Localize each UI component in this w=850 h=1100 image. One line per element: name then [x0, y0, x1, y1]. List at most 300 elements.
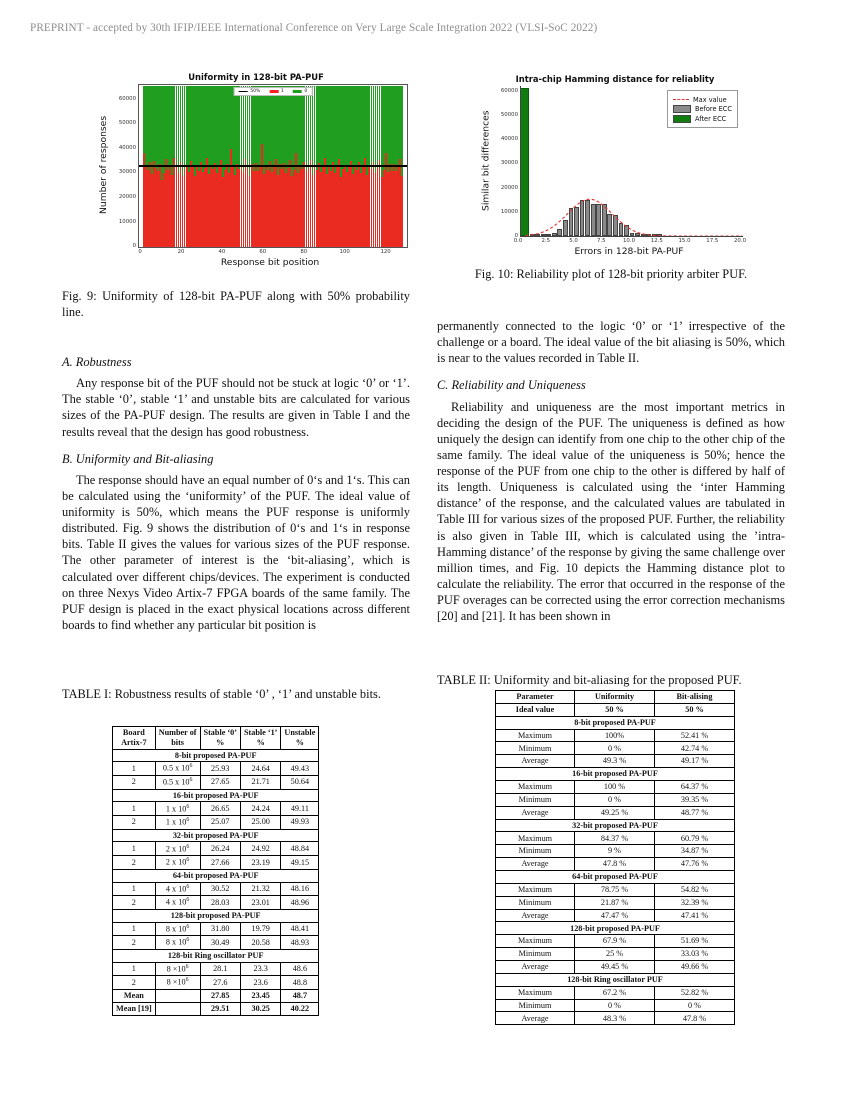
- cell-uniformity: 21.87 %: [575, 896, 655, 909]
- x-tick-label: 17.5: [706, 238, 719, 244]
- cell-board: 1: [113, 842, 156, 856]
- x-tick-label: 2.5: [541, 238, 551, 244]
- bar-before-ecc: [596, 204, 601, 236]
- cell-unstable: 48.8: [281, 976, 319, 990]
- table-group-row: [496, 768, 735, 781]
- bar-before-ecc: [580, 200, 585, 236]
- table-group-row: [113, 749, 319, 762]
- table-2-head: [496, 691, 735, 704]
- cell-bit-aliasing: 47.8 %: [655, 1012, 735, 1025]
- legend-swatch: [293, 90, 302, 93]
- th-stable-0: Stable ‘0’ %: [200, 727, 240, 750]
- cell-bit-aliasing: 54.82 %: [655, 883, 735, 896]
- x-tick-label: 5.0: [569, 238, 578, 244]
- y-tick-label: 60000: [118, 95, 136, 102]
- cell-unstable: 48.84: [281, 842, 319, 856]
- table-row: [113, 976, 319, 990]
- cell-parameter: Average: [496, 961, 575, 974]
- cell-unstable: 49.11: [281, 802, 319, 816]
- preprint-banner: PREPRINT - accepted by 30th IFIP/IEEE International Conference on Very Large Scale Integration 2022 (VLSI-SoC 2022): [30, 22, 598, 34]
- table-row: [113, 962, 319, 976]
- cell-stable-0: 26.65: [200, 802, 240, 816]
- section-c-heading: C. Reliability and Uniqueness: [437, 378, 586, 393]
- figure-9-yticks: [110, 84, 138, 249]
- bar-before-ecc: [591, 204, 596, 236]
- cell-bits: 8 x $10^6$: [155, 922, 200, 936]
- table-group-label: 8-bit proposed PA-PUF: [496, 716, 735, 729]
- cell-stable-1: 21.71: [240, 775, 280, 789]
- figure-10-caption: Fig. 10: Reliability plot of 128-bit priority arbiter PUF.: [474, 267, 748, 281]
- cell-bit-aliasing: 64.37 %: [655, 781, 735, 794]
- cell-unstable: 50.64: [281, 775, 319, 789]
- table-row: [496, 755, 735, 768]
- cell-parameter: Maximum: [496, 729, 575, 742]
- table-group-label: 128-bit proposed PA-PUF: [496, 922, 735, 935]
- cell-parameter: Average: [496, 1012, 575, 1025]
- bar-before-ecc: [641, 234, 646, 236]
- x-tick-label: 20: [177, 249, 185, 255]
- section-c-paragraph: Reliability and uniqueness are the most important metrics in deciding the design of the PUF. The uniqueness is defined as how uniquely the design can identify from one chip to the other chip of the same family. The ideal value of the uniqueness is 50%; hence the response of the PUF from one chip to the other is differed by half of its length. Uniqueness is calculated using the ‘inter Hamming distance’ of the response, and the calculated values are tabulated in Table III for various sizes of the proposed PUF. Further, the reliability is also given in Table III, which is calculated using the ’intra-Hamming distance’ of the response by giving the same challenge over million times, and Fig. 10 depicts the Hamming distance plot to calculate the reliability. The error that occurred in the response of the PUF overages can be corrected using the error correction mechanisms [20] and [21]. It has been shown in: [437, 399, 785, 624]
- cell-board: 2: [113, 896, 156, 910]
- cell-uniformity: 78.75 %: [575, 883, 655, 896]
- cell-bit-aliasing: 47.76 %: [655, 858, 735, 871]
- bar-before-ecc: [546, 234, 551, 236]
- table-row: [113, 842, 319, 856]
- bar-before-ecc: [557, 229, 562, 237]
- cell-stable-0: 25.93: [200, 762, 240, 776]
- y-tick-label: 40000: [500, 136, 518, 143]
- cell-stable-1: 24.24: [240, 802, 280, 816]
- cell-stable-0: 27.85: [200, 989, 240, 1002]
- x-tick-label: 15.0: [678, 238, 691, 244]
- cell-bits: 2 x $10^6$: [155, 842, 200, 856]
- figure-9-title: Uniformity in 128-bit PA-PUF: [188, 72, 324, 82]
- cell-unstable: 49.93: [281, 816, 319, 830]
- cell-bit-aliasing: 52.41 %: [655, 729, 735, 742]
- cell-uniformity: 49.25 %: [575, 806, 655, 819]
- table-group-row: [496, 716, 735, 729]
- cell-stable-1: 24.92: [240, 842, 280, 856]
- table-group-row: [496, 819, 735, 832]
- cell-parameter: Maximum: [496, 986, 575, 999]
- table-group-row: [113, 869, 319, 882]
- figure-10-title: Intra-chip Hamming distance for reliablity: [515, 74, 715, 84]
- x-tick-label: 80: [300, 249, 308, 255]
- section-b-paragraph: The response should have an equal number of 0‘s and 1‘s. This can be calculated using the ‘uniformity’ of the PUF. The ideal value of uniformity is 50%, which means the PUF response is uniformly distributed. Fig. 9 shows the distribution of 0‘s and 1‘s in response bits. Table II gives the values for various sizes of the PUF response. The other parameter of interest is the ‘bit-aliasing’, which is calculated over different chips/devices. The experiment is conducted on three Nexys Video Artix-7 FPGA boards of the same family. The PUF design is placed in the exact physical locations across different boards to find whether any particular bit position is: [62, 472, 410, 632]
- cell-uniformity: 67.2 %: [575, 986, 655, 999]
- table-1: [112, 726, 319, 1016]
- y-tick-label: 30000: [500, 160, 518, 167]
- figure-10-plot: [480, 74, 750, 257]
- cell-stable-0: 25.07: [200, 816, 240, 830]
- cell-parameter: Minimum: [496, 845, 575, 858]
- table-2: [495, 690, 735, 1025]
- cell-board: 1: [113, 882, 156, 896]
- table-row: [496, 999, 735, 1012]
- cell-bits: $8 \times 10^6$: [155, 976, 200, 990]
- legend-item: [293, 89, 307, 94]
- table-ideal-row: [496, 703, 735, 716]
- cell-bits: 0.5 x $10^6$: [155, 762, 200, 776]
- th-uniformity: Uniformity: [575, 691, 655, 704]
- table-summary-row: [113, 1002, 319, 1015]
- cell-parameter: Maximum: [496, 935, 575, 948]
- section-a-heading: A. Robustness: [62, 355, 132, 369]
- bar-before-ecc: [530, 234, 535, 236]
- table-row: [496, 1012, 735, 1025]
- y-tick-label: 50000: [500, 112, 518, 118]
- bar-before-ecc: [657, 234, 662, 236]
- x-tick-label: 12.5: [650, 238, 663, 244]
- x-tick-label: 60: [259, 249, 267, 255]
- table-1-caption: TABLE I: Robustness results of stable ‘0’ , ‘1’ and unstable bits.: [62, 687, 381, 701]
- cell-uniformity: 67.9 %: [575, 935, 655, 948]
- table-row: [496, 909, 735, 922]
- cell-parameter: Minimum: [496, 793, 575, 806]
- table-group-label: 128-bit Ring oscillator PUF: [496, 973, 735, 986]
- cell-uniformity: 0 %: [575, 999, 655, 1012]
- cell-uniformity: 84.37 %: [575, 832, 655, 845]
- bar-before-ecc: [552, 233, 557, 236]
- table-row: [113, 922, 319, 936]
- fifty-percent-line: [139, 165, 407, 166]
- legend-label: After ECC: [694, 114, 727, 123]
- y-tick-label: 50000: [118, 120, 136, 127]
- cell-bits: [155, 1002, 200, 1015]
- legend-item: [673, 105, 732, 113]
- cell-bit-aliasing: 39.35 %: [655, 793, 735, 806]
- cell-bits: 2 x $10^6$: [155, 856, 200, 870]
- y-tick-label: 20000: [500, 184, 518, 191]
- table-row: [113, 936, 319, 950]
- cell-unstable: 49.15: [281, 856, 319, 870]
- cell-parameter: Minimum: [496, 742, 575, 755]
- cell-stable-1: 20.58: [240, 936, 280, 950]
- cell-bit-aliasing: 48.77 %: [655, 806, 735, 819]
- bar-before-ecc: [574, 207, 579, 236]
- table-group-label: 16-bit proposed PA-PUF: [113, 789, 319, 802]
- bar-before-ecc: [585, 200, 590, 236]
- table-row: [496, 781, 735, 794]
- cell-stable-0: 29.51: [200, 1002, 240, 1015]
- figure-10-legend: [667, 90, 738, 128]
- table-2-wrapper: [495, 690, 735, 1025]
- cell-board: 1: [113, 802, 156, 816]
- bar-before-ecc: [535, 234, 540, 236]
- cell-unstable: 48.96: [281, 896, 319, 910]
- th-parameter: Parameter: [496, 691, 575, 704]
- bar-before-ecc: [563, 220, 568, 236]
- figure-10-ylabel: Similar bit differences: [480, 110, 492, 212]
- cell-unstable: 48.7: [281, 989, 319, 1002]
- bar-before-ecc: [613, 215, 618, 236]
- table-1-caption-block: [62, 686, 410, 702]
- cell-bit-aliasing: 47.41 %: [655, 909, 735, 922]
- cell-stable-1: 19.79: [240, 922, 280, 936]
- figure-9-xlabel: Response bit position: [220, 257, 320, 268]
- th-unstable: Unstable %: [281, 727, 319, 750]
- table-row: [496, 832, 735, 845]
- figure-9-caption-block: [62, 288, 410, 320]
- figure-10: [480, 74, 750, 257]
- table-group-row: [113, 909, 319, 922]
- table-1-head: [113, 727, 319, 750]
- cell-uniformity: 49.3 %: [575, 755, 655, 768]
- table-row: [496, 896, 735, 909]
- figure-10-caption-block: [437, 266, 785, 282]
- x-tick-label: 100: [339, 249, 350, 255]
- table-row: [113, 882, 319, 896]
- cell-uniformity: 47.8 %: [575, 858, 655, 871]
- cell-board: 2: [113, 856, 156, 870]
- cell-uniformity: 49.45 %: [575, 961, 655, 974]
- cell-stable-1: 25.00: [240, 816, 280, 830]
- cell-parameter: Average: [496, 858, 575, 871]
- cell-bit-aliasing: 51.69 %: [655, 935, 735, 948]
- legend-label: 50%: [250, 89, 261, 94]
- cell-parameter: Minimum: [496, 999, 575, 1012]
- table-row: [113, 896, 319, 910]
- cell-bit-aliasing: 33.03 %: [655, 948, 735, 961]
- th-board: Board Artix-7: [113, 727, 156, 750]
- table-row: [496, 793, 735, 806]
- table-row: [496, 883, 735, 896]
- cell-uniformity: 48.3 %: [575, 1012, 655, 1025]
- cell-stable-0: 26.24: [200, 842, 240, 856]
- y-tick-label: 60000: [500, 87, 518, 94]
- legend-item: [673, 96, 732, 104]
- section-b-heading: B. Uniformity and Bit-aliasing: [62, 451, 214, 466]
- cell-bit-aliasing: 52.82 %: [655, 986, 735, 999]
- legend-label: 1: [280, 89, 284, 94]
- cell-uniformity: 0 %: [575, 742, 655, 755]
- y-tick-label: 20000: [118, 193, 136, 200]
- cell-board: 2: [113, 775, 156, 789]
- cell-summary-label: Mean: [113, 989, 156, 1002]
- cell-stable-0: 28.03: [200, 896, 240, 910]
- figure-10-yticks: [492, 86, 520, 239]
- figure-10-plot-area: [520, 86, 743, 237]
- cell-summary-label: Mean [19]: [113, 1002, 156, 1015]
- table-row: [496, 729, 735, 742]
- cell-unstable: 48.6: [281, 962, 319, 976]
- cell-stable-1: 23.19: [240, 856, 280, 870]
- bar-after-ecc: [520, 88, 529, 236]
- th-stable-1: Stable ‘1’ %: [240, 727, 280, 750]
- cell-board: 1: [113, 962, 156, 976]
- cell-stable-1: 24.64: [240, 762, 280, 776]
- cell-stable-0: 28.1: [200, 962, 240, 976]
- bar-before-ecc: [635, 233, 640, 236]
- cell-board: 2: [113, 936, 156, 950]
- x-tick-label: 20.0: [733, 238, 747, 244]
- table-row: [113, 816, 319, 830]
- cell-uniformity: 100%: [575, 729, 655, 742]
- cell-bits: 1 x $10^6$: [155, 802, 200, 816]
- cell-stable-1: 23.6: [240, 976, 280, 990]
- table-group-row: [496, 922, 735, 935]
- right-column-text: [437, 318, 785, 624]
- table-group-label: 64-bit proposed PA-PUF: [496, 871, 735, 884]
- y-tick-label: 0: [514, 233, 518, 239]
- cell-parameter: Maximum: [496, 883, 575, 896]
- legend-item: [673, 115, 732, 123]
- th-bits: Number of bits: [155, 727, 200, 750]
- figure-9-ylabel: Number of responses: [98, 115, 109, 215]
- cell-stable-1: 23.3: [240, 962, 280, 976]
- table-row: [113, 802, 319, 816]
- legend-swatch: [673, 99, 689, 100]
- cell-stable-0: 31.80: [200, 922, 240, 936]
- cell-stable-0: 27.66: [200, 856, 240, 870]
- table-group-label: 32-bit proposed PA-PUF: [496, 819, 735, 832]
- table-row: [113, 775, 319, 789]
- legend-label: Before ECC: [694, 105, 732, 114]
- cell-parameter: Minimum: [496, 896, 575, 909]
- figure-9-plot-area: [138, 84, 408, 248]
- cell-bits: 4 x $10^6$: [155, 896, 200, 910]
- bar-before-ecc: [652, 234, 657, 236]
- cell-bit-aliasing: 60.79 %: [655, 832, 735, 845]
- y-tick-label: 30000: [118, 169, 136, 176]
- figure-9-plot: [97, 72, 415, 268]
- cell-bit-aliasing: 49.17 %: [655, 755, 735, 768]
- cell-stable-0: 27.6: [200, 976, 240, 990]
- cell-bits: 1 x $10^6$: [155, 816, 200, 830]
- cell-bits: 0.5 x $10^6$: [155, 775, 200, 789]
- bar-before-ecc: [624, 225, 629, 236]
- cell-bits: [155, 989, 200, 1002]
- cell-ideal-uniformity: 50 %: [575, 703, 655, 716]
- y-tick-label: 0: [132, 243, 136, 249]
- figure-9-xticks: [136, 248, 404, 257]
- cell-parameter: Minimum: [496, 948, 575, 961]
- cell-unstable: 40.22: [281, 1002, 319, 1015]
- table-row: [113, 856, 319, 870]
- cell-stable-0: 27.65: [200, 775, 240, 789]
- x-tick-label: 10.0: [622, 238, 636, 244]
- table-group-row: [496, 871, 735, 884]
- bar-before-ecc: [602, 204, 607, 236]
- table-2-caption: TABLE II: Uniformity and bit-aliasing for the proposed PUF.: [437, 673, 742, 687]
- table-row: [496, 806, 735, 819]
- cell-stable-0: 30.52: [200, 882, 240, 896]
- cell-bit-aliasing: 32.39 %: [655, 896, 735, 909]
- table-2-caption-block: [437, 672, 785, 688]
- figure-10-xticks: [513, 237, 747, 246]
- cell-uniformity: 9 %: [575, 845, 655, 858]
- bar-before-ecc: [607, 214, 612, 236]
- figure-10-xlabel: Errors in 128-bit PA-PUF: [574, 246, 684, 257]
- cell-bit-aliasing: 0 %: [655, 999, 735, 1012]
- cell-bits: 8 x $10^6$: [155, 936, 200, 950]
- cell-uniformity: 25 %: [575, 948, 655, 961]
- table-group-label: 16-bit proposed PA-PUF: [496, 768, 735, 781]
- table-group-row: [113, 949, 319, 962]
- bar-before-ecc: [646, 234, 651, 236]
- table-1-body: [113, 749, 319, 1015]
- table-row: [113, 762, 319, 776]
- cell-parameter: Average: [496, 755, 575, 768]
- table-group-label: 32-bit proposed PA-PUF: [113, 829, 319, 842]
- cell-stable-1: 23.01: [240, 896, 280, 910]
- figure-9-legend: [234, 87, 313, 96]
- legend-swatch: [673, 105, 691, 113]
- table-1-wrapper: [112, 726, 319, 1016]
- section-a-paragraph: Any response bit of the PUF should not be stuck at logic ‘0’ or ‘1’. The stable ‘0’, stable ‘1’ and unstable bits are calculated for various sizes of the PA-PUF design. The results are given in Table I and the results reveal that the design has good robustness.: [62, 376, 410, 439]
- cell-stable-1: 23.45: [240, 989, 280, 1002]
- cell-unstable: 49.43: [281, 762, 319, 776]
- table-row: [496, 935, 735, 948]
- legend-swatch: [673, 115, 691, 123]
- cell-bits: 4 x $10^6$: [155, 882, 200, 896]
- x-tick-label: 0.0: [513, 238, 523, 244]
- table-row: [496, 858, 735, 871]
- figure-9: [97, 72, 415, 268]
- cell-parameter: Maximum: [496, 832, 575, 845]
- x-tick-label: 7.5: [597, 238, 606, 244]
- legend-item: [269, 89, 283, 94]
- legend-label: 0: [304, 89, 308, 94]
- cell-unstable: 48.93: [281, 936, 319, 950]
- cell-board: 2: [113, 816, 156, 830]
- bar-before-ecc: [541, 234, 546, 236]
- cell-uniformity: 0 %: [575, 793, 655, 806]
- cell-stable-1: 21.32: [240, 882, 280, 896]
- x-tick-label: 40: [218, 249, 226, 255]
- cell-uniformity: 47.47 %: [575, 909, 655, 922]
- table-group-label: 128-bit Ring oscillator PUF: [113, 949, 319, 962]
- cell-parameter: Average: [496, 909, 575, 922]
- bar-before-ecc: [630, 233, 635, 236]
- left-column-text: [62, 343, 410, 633]
- legend-swatch: [269, 90, 278, 93]
- y-tick-label: 10000: [500, 208, 518, 215]
- table-row: [496, 845, 735, 858]
- cell-board: 2: [113, 976, 156, 990]
- cell-ideal-label: Ideal value: [496, 703, 575, 716]
- cell-board: 1: [113, 762, 156, 776]
- legend-item: [239, 89, 261, 94]
- cell-uniformity: 100 %: [575, 781, 655, 794]
- cell-bits: $8 \times 10^6$: [155, 962, 200, 976]
- table-row: [496, 961, 735, 974]
- cell-stable-1: 30.25: [240, 1002, 280, 1015]
- table-group-label: 128-bit proposed PA-PUF: [113, 909, 319, 922]
- cell-bit-aliasing: 49.66 %: [655, 961, 735, 974]
- legend-label: Max value: [692, 95, 727, 104]
- cell-board: 1: [113, 922, 156, 936]
- x-tick-label: 0: [138, 249, 142, 255]
- cell-bit-aliasing: 42.74 %: [655, 742, 735, 755]
- table-group-row: [113, 789, 319, 802]
- bar-one: [401, 176, 403, 247]
- table-row: [113, 727, 319, 750]
- cell-bit-aliasing: 34.87 %: [655, 845, 735, 858]
- legend-swatch: [239, 91, 248, 92]
- table-summary-row: [113, 989, 319, 1002]
- table-group-label: 64-bit proposed PA-PUF: [113, 869, 319, 882]
- table-row: [496, 742, 735, 755]
- cell-parameter: Average: [496, 806, 575, 819]
- cell-parameter: Maximum: [496, 781, 575, 794]
- table-row: [496, 948, 735, 961]
- table-group-row: [113, 829, 319, 842]
- figure-9-caption: Fig. 9: Uniformity of 128-bit PA-PUF along with 50% probability line.: [62, 289, 410, 320]
- table-2-body: [496, 703, 735, 1024]
- bar-before-ecc: [569, 208, 574, 237]
- table-row: [496, 986, 735, 999]
